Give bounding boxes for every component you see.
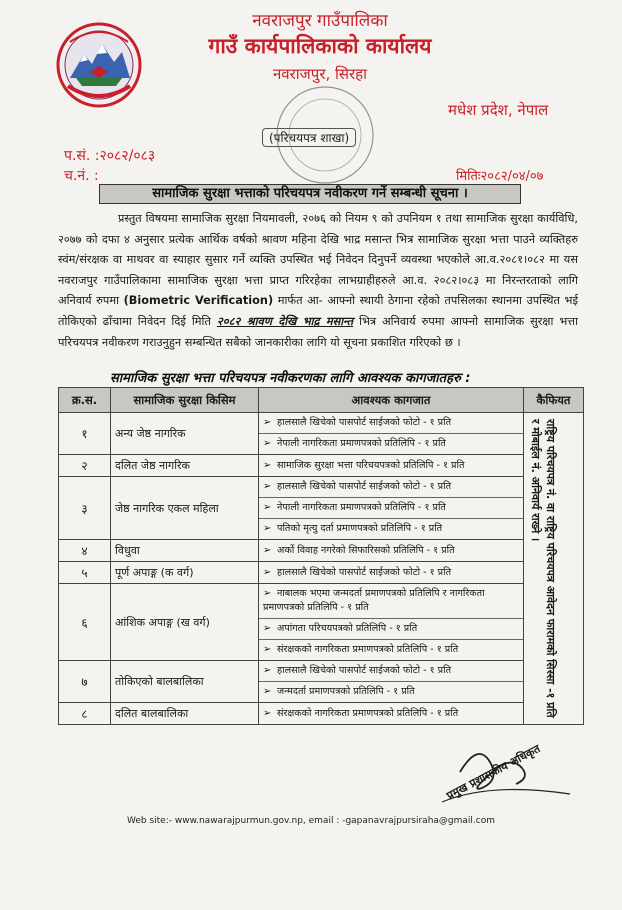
document-text: संरक्षकको नागरिकता प्रमाणपत्रको प्रतिलिपि - १ प्रति: [277, 707, 459, 719]
document-item: [259, 541, 523, 561]
body-part-1: प्रस्तुत विषयमा सामाजिक सुरक्षा नियमावली, २०७६ को नियम ९ को उपनियम १ तथा सामाजिक सुरक्षा कार्यविधि, २०७७ को दफा ४ अनुसार प्रत्येक आर्थिक वर्षको श्रावण महिना देखि भाद्र मसान्त भित्र सामाजिक सुरक्षा भत्ता पाउने व्यक्तिहरु स्वंम/संरक्षक वा माथवर वा स्याहार सुसार गर्ने व्यक्ति उपस्थित भई निवेदन दिनुपर्ने व्यवस्था भएकोले आ.व.२०८१।०८२ मा यस नवराजपुर गाउँपालिकामा सामाजिक सुरक्षा भत्ता प्राप्त गरिरहेका लाभग्राहीहरुले आ.व. २०८२।०८३ मा निरन्तरताको लागि अनिवार्य रुपमा: [58, 212, 578, 308]
row-documents: [259, 455, 524, 477]
document-text: नेपाली नागरिकता प्रमाणपत्रको प्रतिलिपि - १ प्रति: [277, 438, 446, 449]
document-item: [259, 498, 523, 519]
document-item: [259, 640, 523, 660]
table-row: [59, 703, 584, 725]
row-documents: [259, 562, 524, 584]
document-text: संरक्षकको नागरिकता प्रमाणपत्रको प्रतिलिपि - १ प्रति: [277, 644, 459, 655]
row-security-type: जेष्ठ नागरिक एकल महिला: [111, 477, 259, 540]
row-serial: १: [59, 413, 111, 455]
office-address: नवराजपुर, सिरहा: [272, 65, 368, 83]
row-documents: [259, 477, 524, 540]
column-header: सामाजिक सुरक्षा किसिम: [111, 388, 259, 413]
row-security-type: आंशिक अपाङ्ग (ख वर्ग): [111, 584, 259, 661]
body-part-2: मार्फत आ- आफ्नो स्थायी ठेगाना रहेको तपसिलका स्थानमा उपस्थित भई तोकिएको ढाँचामा निवेदन दिई मिति: [58, 294, 579, 328]
row-documents: [259, 540, 524, 562]
signature-icon: [430, 732, 580, 822]
document-item: [259, 519, 523, 539]
document-item: [259, 682, 523, 702]
municipality-name: नवराजपुर गाउँपालिका: [252, 11, 388, 31]
document-item: [259, 413, 523, 434]
branch-stamp: (परिचयपत्र शाखा): [262, 128, 356, 147]
signatory-title: प्रमुख प्रशासकीय अधिकृत: [444, 742, 543, 803]
row-serial: ४: [59, 540, 111, 562]
row-security-type: दलित बालबालिका: [111, 703, 259, 725]
document-item: [259, 434, 523, 454]
documents-table: [58, 387, 584, 725]
footer-contact: Web site:- www.nawarajpurmun.gov.np, email : -gapanavrajpursiraha@gmail.com: [126, 816, 495, 826]
arrow-bullet-icon: ➢: [263, 665, 272, 676]
arrow-bullet-icon: ➢: [263, 566, 272, 578]
document-item: [259, 563, 523, 583]
document-text: नेपाली नागरिकता प्रमाणपत्रको प्रतिलिपि - १ प्रति: [277, 502, 446, 513]
row-security-type: अन्य जेष्ठ नागरिक: [111, 413, 259, 455]
table-row: [59, 455, 584, 477]
arrow-bullet-icon: ➢: [263, 686, 272, 697]
arrow-bullet-icon: ➢: [263, 588, 272, 599]
row-serial: ५: [59, 562, 111, 584]
row-documents: [259, 703, 524, 725]
column-header: क्र.स.: [59, 388, 111, 413]
body-part-3: भित्र अनिवार्य रुपमा आफ्नो सामाजिक सुरक्षा भत्ता परिचयपत्र नवीकरण गराउनुहुन सम्बन्धित सबैको जानकारीका लागि यो सूचना प्रकाशित गरिएको छ ।: [58, 314, 579, 349]
row-documents: [259, 584, 524, 661]
document-text: अर्को विवाह नगरेको सिफारिसको प्रतिलिपि - १ प्रति: [277, 544, 455, 556]
document-text: नाबालक भएमा जन्मदर्ता प्रमाणपत्रको प्रतिलिपि र नागरिकता प्रमाणपत्रको प्रतिलिपि - १ प्रति: [263, 588, 485, 613]
notice-date: मितिः२०८२/०४/०७: [456, 169, 544, 184]
table-row: [59, 661, 584, 703]
document-item: [259, 456, 523, 476]
row-security-type: तोकिएको बालबालिका: [111, 661, 259, 703]
table-title: सामाजिक सुरक्षा भत्ता परिचयपत्र नवीकरणका लागि आवश्यक कागजातहरु :: [110, 371, 471, 386]
notice-headline: सामाजिक सुरक्षा भत्ताको परिचयपत्र नवीकरण गर्ने सम्बन्धी सूचना ।: [99, 184, 521, 204]
row-security-type: दलित जेष्ठ नागरिक: [111, 455, 259, 477]
renewal-date-range: २०८२ श्रावण देखि भाद्र मसान्त: [216, 314, 354, 328]
dispatch-number: च.नं. :: [64, 168, 99, 184]
row-serial: ७: [59, 661, 111, 703]
document-text: हालसालै खिचेको पासपोर्ट साईजको फोटो - १ प्रति: [277, 566, 452, 578]
biometric-term: (Biometric Verification): [123, 294, 274, 308]
document-text: हालसालै खिचेको पासपोर्ट साईजको फोटो - १ प्रति: [277, 665, 452, 676]
arrow-bullet-icon: ➢: [263, 481, 272, 492]
document-item: [259, 619, 523, 640]
row-security-type: पूर्ण अपाङ्ग (क वर्ग): [111, 562, 259, 584]
arrow-bullet-icon: ➢: [263, 417, 272, 428]
document-text: पतिको मृत्यु दर्ता प्रमाणपत्रको प्रतिलिपि - १ प्रति: [277, 523, 443, 534]
document-text: अपांगता परिचयपत्रको प्रतिलिपि - १ प्रति: [277, 623, 418, 634]
row-serial: ६: [59, 584, 111, 661]
arrow-bullet-icon: ➢: [263, 438, 272, 449]
document-item: [259, 704, 523, 724]
arrow-bullet-icon: ➢: [263, 644, 272, 655]
nepal-emblem-icon: [56, 22, 142, 108]
document-item: [259, 477, 523, 498]
table-row: [59, 413, 584, 455]
table-row: [59, 540, 584, 562]
row-documents: [259, 413, 524, 455]
remarks-text: राष्ट्रिय परिचयपत्र नं. वा राष्ट्रिय परिचयपत्र आवेदन फारामको सिस्सा -१ प्रति र मोबाईल नं. अनिवार्य राख्ने ।: [529, 419, 557, 718]
document-text: हालसालै खिचेको पासपोर्ट साईजको फोटो - १ प्रति: [277, 481, 452, 492]
province-name: मधेश प्रदेश, नेपाल: [448, 101, 549, 119]
document-text: हालसालै खिचेको पासपोर्ट साईजको फोटो - १ प्रति: [277, 417, 452, 428]
row-documents: [259, 661, 524, 703]
table-header-row: [59, 388, 584, 413]
office-name: गाउँ कार्यपालिकाको कार्यालय: [208, 34, 432, 58]
column-header: आवश्यक कागजात: [259, 388, 524, 413]
document-text: जन्मदर्ता प्रमाणपत्रको प्रतिलिपि - १ प्रति: [277, 686, 415, 697]
row-serial: ८: [59, 703, 111, 725]
document-text: सामाजिक सुरक्षा भत्ता परिचयपत्रको प्रतिलिपि - १ प्रति: [277, 459, 465, 471]
reference-number: प.सं. :२०८२/०८३: [64, 148, 156, 164]
table-row: [59, 562, 584, 584]
table-row: [59, 584, 584, 661]
row-serial: २: [59, 455, 111, 477]
arrow-bullet-icon: ➢: [263, 502, 272, 513]
notice-body: [58, 209, 578, 353]
arrow-bullet-icon: ➢: [263, 623, 272, 634]
arrow-bullet-icon: ➢: [263, 544, 272, 556]
table-row: [59, 477, 584, 540]
column-header: कैफियत: [524, 388, 584, 413]
remarks-cell: [524, 413, 584, 725]
arrow-bullet-icon: ➢: [263, 523, 272, 534]
document-item: [259, 661, 523, 682]
arrow-bullet-icon: ➢: [263, 707, 272, 719]
arrow-bullet-icon: ➢: [263, 459, 272, 471]
document-item: [259, 584, 523, 619]
row-serial: ३: [59, 477, 111, 540]
row-security-type: विधुवा: [111, 540, 259, 562]
